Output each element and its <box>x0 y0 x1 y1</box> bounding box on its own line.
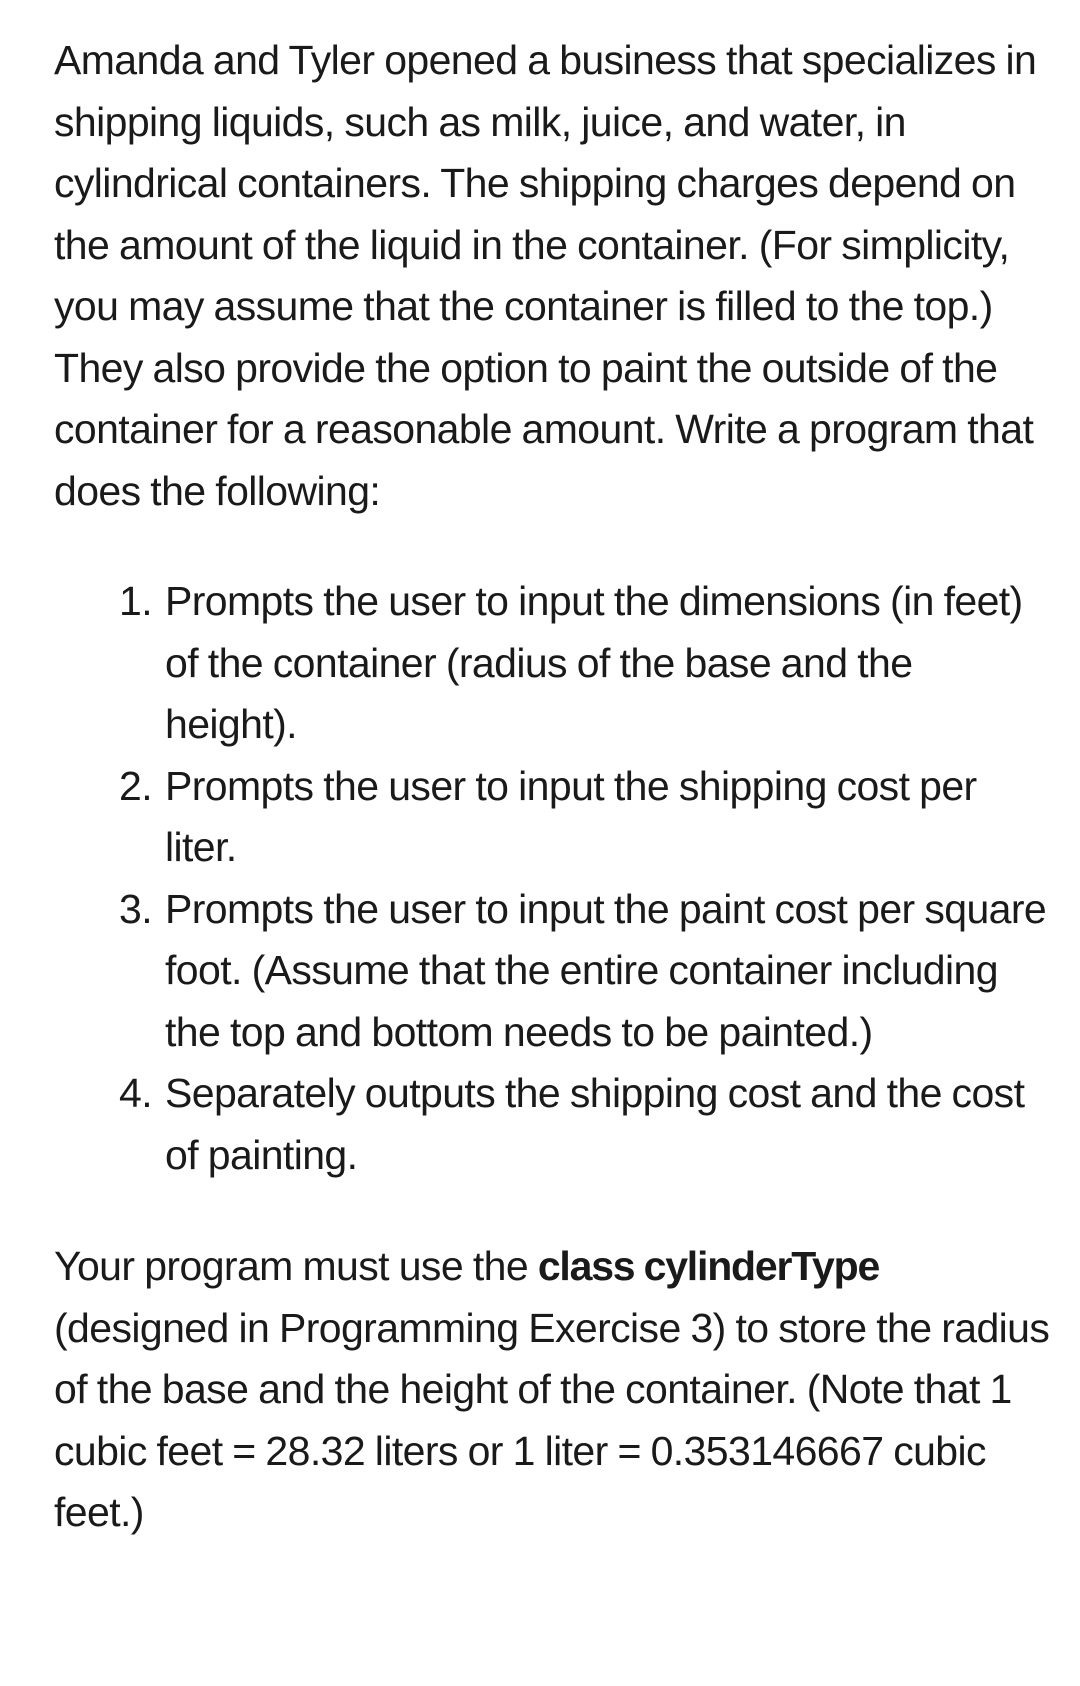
list-item-number: 3. <box>119 885 152 932</box>
list-item-text: Separately outputs the shipping cost and the cost of painting. <box>165 1070 1025 1178</box>
list-item <box>54 1063 1054 1186</box>
list-item-text: Prompts the user to input the paint cost per square foot. (Assume that the entire container including the top and bottom needs to be painted.) <box>165 885 1047 1055</box>
list-item-text: Prompts the user to input the dimensions (in feet) of the container (radius of the base and the height). <box>165 578 1023 747</box>
requirements-paragraph <box>54 1236 1054 1544</box>
list-item-number: 4. <box>119 1070 152 1116</box>
steps-list <box>54 571 1054 1186</box>
requirements-suffix: (designed in Programming Exercise 3) to store the radius of the base and the height of the container. (Note that 1 cubic feet = 28.32 liters or 1 liter = 0.353146667 cubic feet.) <box>54 1304 1050 1535</box>
class-name-emphasis: class cylinderType <box>537 1243 880 1289</box>
list-item <box>54 571 1054 756</box>
list-item-number: 1. <box>119 578 152 624</box>
requirements-prefix: Your program must use the <box>54 1243 538 1289</box>
problem-statement <box>54 30 1054 1544</box>
list-item <box>54 879 1054 1064</box>
list-item <box>54 756 1054 879</box>
list-item-text: Prompts the user to input the shipping cost per liter. <box>165 762 977 870</box>
intro-paragraph: Amanda and Tyler opened a business that specializes in shipping liquids, such as milk, juice, and water, in cylindrical containers. The shipping charges depend on the amount of the liquid in the container. (For simplicity, you may assume that the container is filled to the top.) They also provide the option to paint the outside of the container for a reasonable amount. Write a program that does the following: <box>54 37 1037 514</box>
list-item-number: 2. <box>119 762 152 809</box>
